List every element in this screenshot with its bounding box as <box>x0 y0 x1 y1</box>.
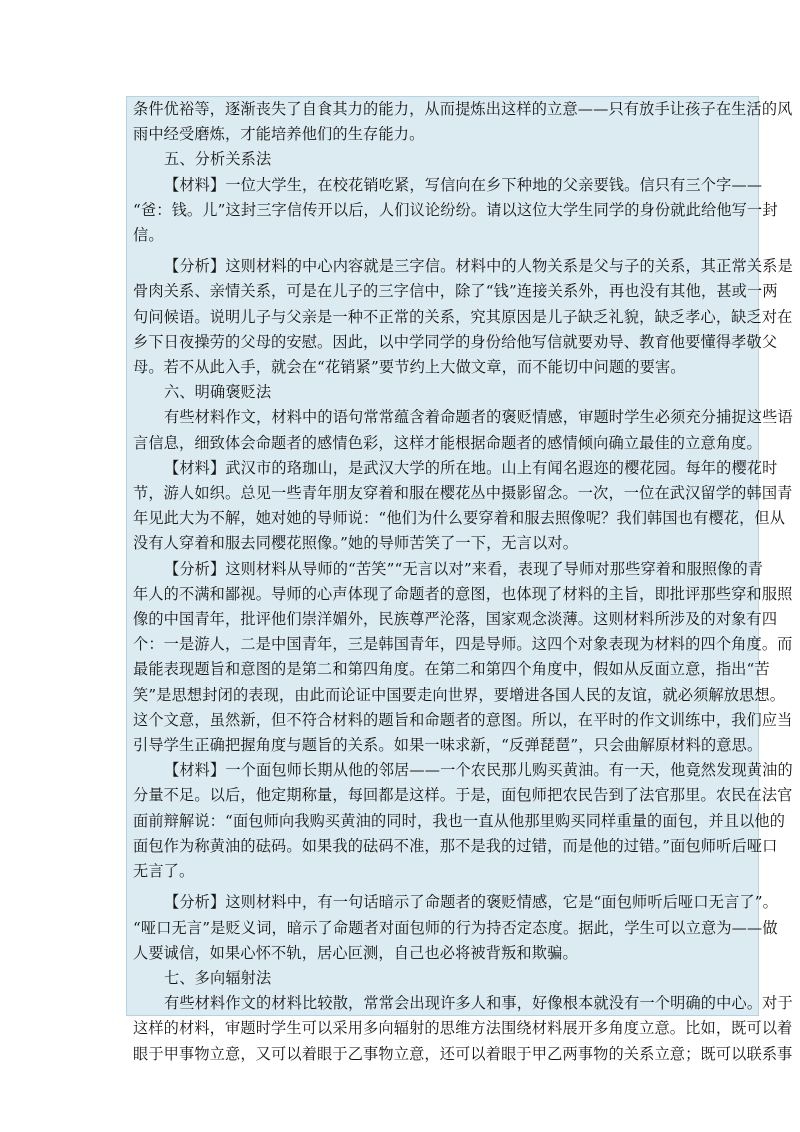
text-line: 骨肉关系、亲情关系，可是在儿子的三字信中，除了“钱”连接关系外，再也没有其他，甚或一两 <box>133 282 778 301</box>
text-line: 七、多向辐射法 <box>164 968 272 987</box>
text-line: 言信息，细致体会命题者的感情色彩，这样才能根据命题者的感情倾向确立最佳的立意角度。 <box>133 433 762 452</box>
text-line: 信。 <box>133 226 164 245</box>
text-line: 面包作为称黄油的砝码。如果我的砝码不准，那不是我的过错，而是他的过错。”面包师听后哑口 <box>133 836 778 855</box>
text-line: 【材料】一位大学生，在校花销吃紧，写信向在乡下种地的父亲要钱。信只有三个字—— <box>164 175 763 194</box>
text-line: 像的中国青年，批评他们崇洋媚外，民族尊严沦落，国家观念淡薄。这则材料所涉及的对象有四 <box>133 610 778 629</box>
text-line: 节，游人如织。总见一些青年朋友穿着和服在樱花丛中摄影留念。一次，一位在武汉留学的韩国青 <box>133 484 793 503</box>
text-line: 分量不足。以后，他定期称量，每回都是这样。于是，面包师把农民告到了法官那里。农民在法官 <box>133 786 793 805</box>
text-line: 母。若不从此入手，就会在“花销紧”要节约上大做文章，而不能切中问题的要害。 <box>133 358 686 377</box>
text-line: 面前辩解说：“面包师向我购买黄油的同时，我也一直从他那里购买同样重量的面包，并且以他的 <box>133 811 786 830</box>
text-line: 笑”是思想封闭的表现，由此而论证中国要走向世界，要增进各国人民的友谊，就必须解放思想。 <box>133 685 786 704</box>
text-line: 【材料】武汉市的珞珈山，是武汉大学的所在地。山上有闻名遐迩的樱花园。每年的樱花时 <box>164 458 778 477</box>
text-line: 眼于甲事物立意，又可以着眼于乙事物立意，还可以着眼于甲乙两事物的关系立意；既可以联系事 <box>133 1044 793 1063</box>
text-line: 【材料】一个面包师长期从他的邻居——一个农民那儿购买黄油。有一天，他竟然发现黄油的 <box>164 761 793 780</box>
text-line: 有些材料作文，材料中的语句常常蕴含着命题者的褒贬情感，审题时学生必须充分捕捉这些语 <box>164 408 793 427</box>
text-line: 没有人穿着和服去同樱花照像。”她的导师苦笑了一下，无言以对。 <box>133 534 579 553</box>
text-line: 【分析】这则材料从导师的“苦笑”“无言以对”来看，表现了导师对那些穿着和服照像的青 <box>164 559 764 578</box>
text-line: 六、明确褒贬法 <box>164 383 272 402</box>
text-line: 人要诚信，如果心怀不轨，居心叵测，自己也必将被背叛和欺骗。 <box>133 943 578 962</box>
text-line: 句问候语。说明儿子与父亲是一种不正常的关系，究其原因是儿子缺乏礼貌，缺乏孝心，缺乏对在 <box>133 307 793 326</box>
text-line: 【分析】这则材料中，有一句话暗示了命题者的褒贬情感，它是“面包师听后哑口无言了”。 <box>164 893 778 912</box>
text-line: 乡下日夜操劳的父母的安慰。因此，以中学同学的身份给他写信就要劝导、教育他要懂得孝敬父 <box>133 332 778 351</box>
text-line: “爸：钱。儿”这封三字信传开以后，人们议论纷纷。请以这位大学生同学的身份就此给他写一封 <box>133 200 778 219</box>
text-line: 最能表现题旨和意图的是第二和第四角度。在第二和第四个角度中，假如从反面立意，指出“苦 <box>133 660 770 679</box>
text-line: “哑口无言”是贬义词，暗示了命题者对面包师的行为持否定态度。据此，学生可以立意为——做 <box>133 918 778 937</box>
text-line: 无言了。 <box>133 862 195 881</box>
text-line: 这个文意，虽然新，但不符合材料的题旨和命题者的意图。所以，在平时的作文训练中，我们应当 <box>133 710 793 729</box>
text-line: 雨中经受磨炼，才能培养他们的生存能力。 <box>133 125 425 144</box>
text-line: 这样的材料，审题时学生可以采用多向辐射的思维方法围绕材料展开多角度立意。比如，既可以着 <box>133 1019 793 1038</box>
text-line: 年人的不满和鄙视。导师的心声体现了命题者的意图，也体现了材料的主旨，即批评那些穿和服照 <box>133 584 793 603</box>
text-line: 五、分析关系法 <box>164 150 272 169</box>
text-line: 年见此大为不解，她对她的导师说：“他们为什么要穿着和服去照像呢？我们韩国也有樱花，但从 <box>133 509 786 528</box>
article-panel <box>126 96 793 1063</box>
text-line: 【分析】这则材料的中心内容就是三字信。材料中的人物关系是父与子的关系，其正常关系是 <box>164 257 793 276</box>
text-line: 条件优裕等，逐渐丧失了自食其力的能力，从而提炼出这样的立意——只有放手让孩子在生活的风 <box>133 100 793 118</box>
text-line: 个：一是游人，二是中国青年，三是韩国青年，四是导师。这四个对象表现为材料的四个角度。而 <box>133 635 793 654</box>
text-line: 引导学生正确把握角度与题旨的关系。如果一味求新，“反弹琵琶”，只会曲解原材料的意思。 <box>133 736 763 755</box>
text-line: 有些材料作文的材料比较散，常常会出现许多人和事，好像根本就没有一个明确的中心。对于 <box>164 994 793 1013</box>
